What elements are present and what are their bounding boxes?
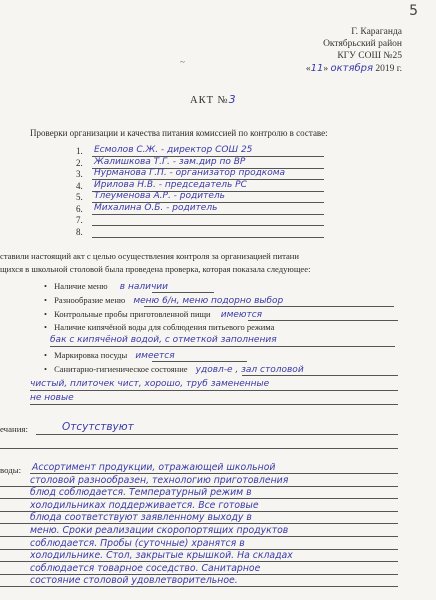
check-marking xyxy=(44,350,175,361)
conclusion-line: соблюдается. Пробы (суточные) хранятся в xyxy=(30,537,245,549)
header-district: Октябрьский район xyxy=(323,39,402,49)
member-name: Михалина О.Б. - родитель xyxy=(94,202,218,213)
underline xyxy=(36,434,398,435)
member-name: Ирилова Н.В. - председатель РС xyxy=(94,179,247,190)
remarks-label: ечания: xyxy=(0,424,28,434)
check-water-value: бак с кипячёной водой, с отметкой заполнения xyxy=(50,335,277,345)
page-number: 5 xyxy=(409,3,418,19)
conclusion-line: холодильнике. Стол, закрытые крышкой. На складах xyxy=(30,550,293,562)
intro-text: Проверки организации и качества питания комиссией по контролю в составе: xyxy=(30,128,328,138)
member-name: Тлеуменова А.Р. - родитель xyxy=(94,191,225,201)
conclusion-line: блюда соответствуют заявленному выходу в xyxy=(30,512,252,524)
check-marking-label: Маркировка посуды xyxy=(54,350,128,360)
underline xyxy=(30,390,398,391)
remarks-value: Отсутствуют xyxy=(62,421,134,433)
check-water-label: Наличие кипячёной воды для соблюдения питьевого режима xyxy=(54,322,275,332)
check-menu-value: в наличии xyxy=(119,282,168,292)
member-number: 2. xyxy=(76,157,83,168)
member-number: 3. xyxy=(76,169,83,179)
underline xyxy=(248,320,398,321)
header-city: Г. Караганда xyxy=(351,27,402,37)
conclusion-line: Ассортимент продукции, отражающей школьной xyxy=(32,462,276,473)
check-variety xyxy=(44,295,283,306)
check-marking-value: имеется xyxy=(135,351,175,361)
header-school: КГУ СОШ №25 xyxy=(337,51,402,61)
header-date: «11» октября 2019 г. xyxy=(305,63,402,74)
conclusion-line: блюд соблюдается. Температурный режим в xyxy=(30,487,252,499)
check-sanitary-value: удовл-е , зал столовой xyxy=(195,365,304,375)
date-year: 19 г. xyxy=(384,64,402,74)
underline xyxy=(152,361,247,362)
check-sanitary xyxy=(44,364,304,375)
member-name: Нурманова Г.П. - организатор продкома xyxy=(94,168,286,178)
conclusions-label: воды: xyxy=(0,465,22,475)
date-year-prefix: 20 xyxy=(375,64,385,74)
act-number: 3 xyxy=(228,93,237,106)
underline xyxy=(152,292,214,293)
underline xyxy=(92,225,324,226)
underline xyxy=(0,586,398,587)
check-menu-label: Наличие меню xyxy=(54,281,108,291)
purpose-text: ставили настоящий акт с целью осуществления контроля за организацией питани xyxy=(0,251,299,261)
member-name: Жалишкова Т.Г. - зам.дир по ВР xyxy=(94,156,246,167)
purpose-text-2: щихся в школьной столовой была проведена проверка, которая показала следующее: xyxy=(0,264,311,274)
conclusion-line: холодильниках поддерживается. Все готовые xyxy=(30,499,259,511)
sanitary-line-2: не новые xyxy=(30,393,74,403)
stray-mark: ~ xyxy=(180,57,185,67)
check-samples xyxy=(44,309,262,320)
act-title-label: АКТ № xyxy=(190,95,229,106)
underline xyxy=(144,306,394,307)
conclusion-line: столовой разнообразен, технологию приготовления xyxy=(30,474,289,486)
member-name: Есмолов С.Ж. - директор СОШ 25 xyxy=(94,145,253,155)
check-water xyxy=(44,322,274,332)
conclusion-line: соблюдается товарное соседство. Санитарное xyxy=(30,562,261,574)
check-samples-value: имеются xyxy=(220,310,263,320)
date-day: 11 xyxy=(310,63,324,74)
underline xyxy=(30,404,398,405)
conclusion-line: меню. Сроки реализации скоропортящих продуктов xyxy=(30,525,289,536)
member-number: 6. xyxy=(76,203,83,214)
check-menu xyxy=(44,281,168,292)
sanitary-line-1: чистый, плиточек чист, хорошо, труб замененные xyxy=(30,379,270,389)
underline xyxy=(92,237,324,238)
conclusion-line: состояние столовой удовлетворительное. xyxy=(30,575,238,587)
check-sanitary-label: Санитарно-гигиеническое состояние xyxy=(54,364,188,374)
underline xyxy=(50,346,395,347)
check-samples-label: Контрольные пробы приготовленной пищи xyxy=(54,309,211,319)
member-number: 1. xyxy=(76,146,83,156)
member-number: 8. xyxy=(76,226,83,237)
member-number: 5. xyxy=(76,192,83,202)
act-title xyxy=(190,93,237,106)
underline xyxy=(242,375,398,376)
check-variety-label: Разнообразие меню xyxy=(54,295,126,305)
member-number: 4. xyxy=(76,180,83,191)
member-number: 7. xyxy=(76,215,83,225)
date-month: октября xyxy=(330,63,374,74)
underline xyxy=(0,448,398,449)
underline xyxy=(92,214,324,215)
check-variety-value: меню 6/н, меню подорно выбор xyxy=(133,296,284,306)
